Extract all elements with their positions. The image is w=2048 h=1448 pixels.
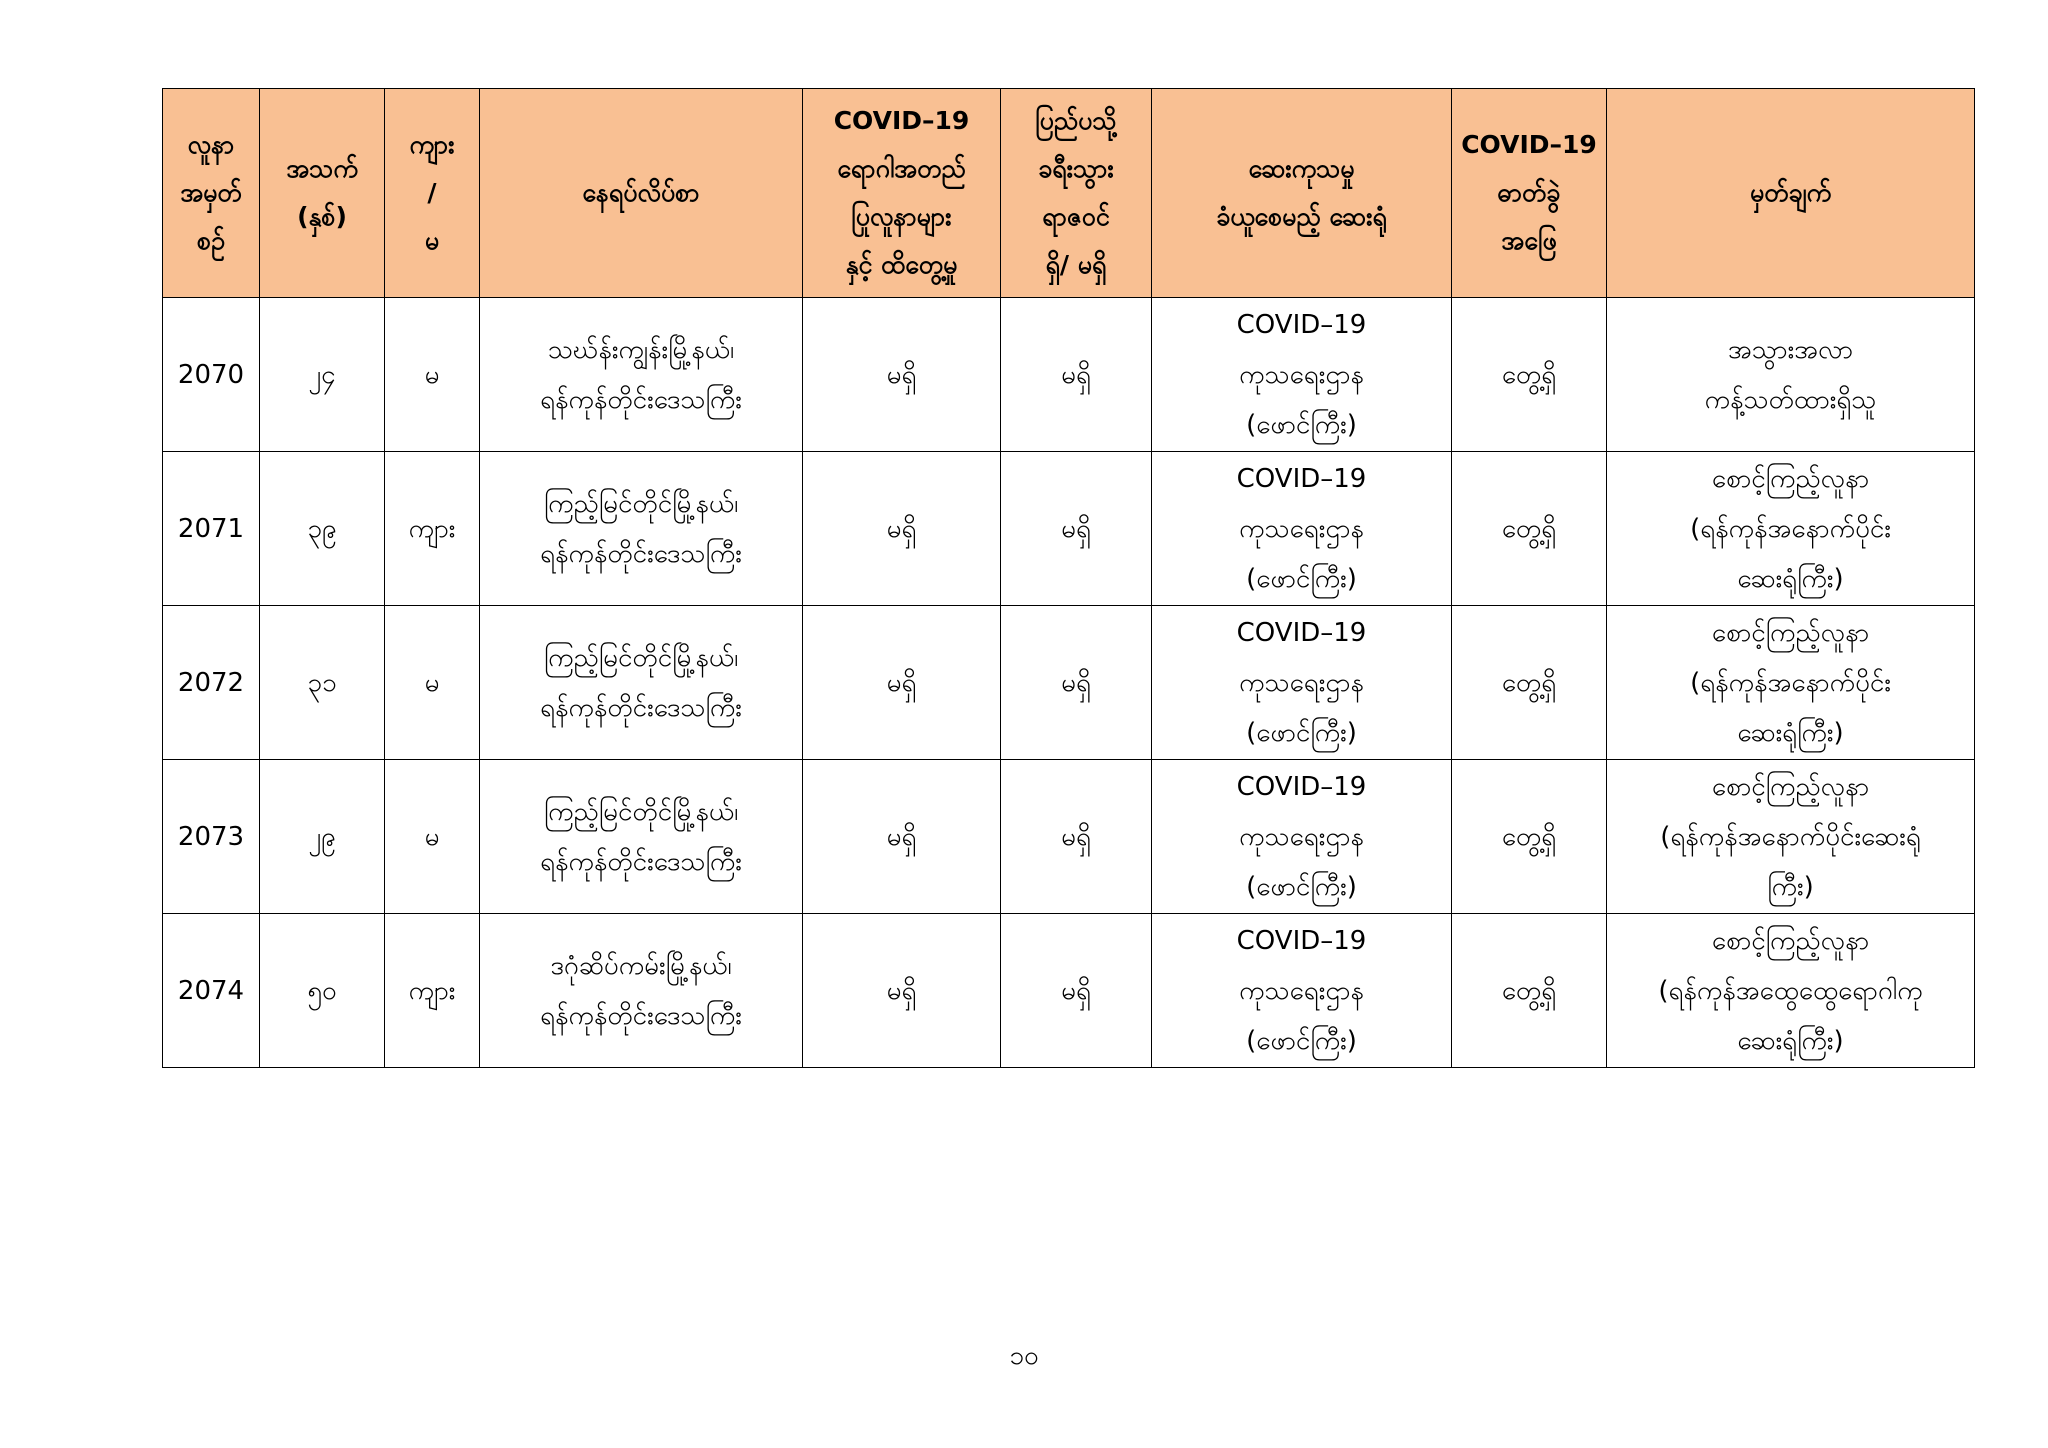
cell-address: ကြည့်မြင်တိုင်မြို့နယ်၊ ရန်ကုန်တိုင်းဒေသကြီး: [480, 606, 803, 760]
cell-lab-result: တွေ့ရှိ: [1452, 452, 1607, 606]
header-travel-history: ပြည်ပသို့ ခရီးသွား ရာဇဝင် ရှိ/ မရှိ: [1001, 89, 1152, 298]
header-contact: COVID–19 ရောဂါအတည် ပြုလူနာများ နှင့် ထိတွေ့မှု: [803, 89, 1001, 298]
cell-address: သဃ်န်းကျွန်းမြို့နယ်၊ ရန်ကုန်တိုင်းဒေသကြီး: [480, 298, 803, 452]
table-header-row: [163, 89, 1975, 298]
table-row: [163, 452, 1975, 606]
cell-hospital: COVID–19 ကုသရေးဌာန (ဖောင်ကြီး): [1152, 760, 1452, 914]
cell-sex: ကျား: [385, 452, 480, 606]
cell-lab-result: တွေ့ရှိ: [1452, 606, 1607, 760]
header-hospital: ဆေးကုသမှု ခံယူစေမည့် ဆေးရုံ: [1152, 89, 1452, 298]
header-sex: ကျား / မ: [385, 89, 480, 298]
cell-lab-result: တွေ့ရှိ: [1452, 298, 1607, 452]
cell-lab-result: တွေ့ရှိ: [1452, 914, 1607, 1068]
cell-age: ၂၄: [260, 298, 385, 452]
cell-address: ကြည့်မြင်တိုင်မြို့နယ်၊ ရန်ကုန်တိုင်းဒေသကြီး: [480, 760, 803, 914]
cell-travel-history: မရှိ: [1001, 914, 1152, 1068]
page-number: ၁၀: [1009, 1341, 1039, 1371]
cell-contact: မရှိ: [803, 914, 1001, 1068]
cell-contact: မရှိ: [803, 452, 1001, 606]
table-row: [163, 298, 1975, 452]
cell-patient-number: 2073: [163, 760, 260, 914]
patient-table: [162, 88, 1975, 1068]
cell-sex: မ: [385, 606, 480, 760]
cell-age: ၃၉: [260, 452, 385, 606]
cell-remark: စောင့်ကြည့်လူနာ (ရန်ကုန်အထွေထွေရောဂါကု ဆေးရုံကြီး): [1607, 914, 1975, 1068]
cell-address: ဒဂုံဆိပ်ကမ်းမြို့နယ်၊ ရန်ကုန်တိုင်းဒေသကြီး: [480, 914, 803, 1068]
cell-travel-history: မရှိ: [1001, 606, 1152, 760]
cell-age: ၅၀: [260, 914, 385, 1068]
cell-travel-history: မရှိ: [1001, 298, 1152, 452]
cell-travel-history: မရှိ: [1001, 452, 1152, 606]
cell-lab-result: တွေ့ရှိ: [1452, 760, 1607, 914]
cell-remark: စောင့်ကြည့်လူနာ (ရန်ကုန်အနောက်ပိုင်း ဆေးရုံကြီး): [1607, 606, 1975, 760]
table-row: [163, 914, 1975, 1068]
cell-sex: မ: [385, 298, 480, 452]
table-row: [163, 760, 1975, 914]
cell-sex: ကျား: [385, 914, 480, 1068]
table-row: [163, 606, 1975, 760]
cell-address: ကြည့်မြင်တိုင်မြို့နယ်၊ ရန်ကုန်တိုင်းဒေသကြီး: [480, 452, 803, 606]
cell-patient-number: 2071: [163, 452, 260, 606]
cell-hospital: COVID–19 ကုသရေးဌာန (ဖောင်ကြီး): [1152, 298, 1452, 452]
cell-age: ၃၁: [260, 606, 385, 760]
cell-sex: မ: [385, 760, 480, 914]
cell-patient-number: 2070: [163, 298, 260, 452]
cell-remark: စောင့်ကြည့်လူနာ (ရန်ကုန်အနောက်ပိုင်း ဆေးရုံကြီး): [1607, 452, 1975, 606]
cell-remark: စောင့်ကြည့်လူနာ (ရန်ကုန်အနောက်ပိုင်းဆေးရုံ ကြီး): [1607, 760, 1975, 914]
header-patient-number: လူနာ အမှတ် စဉ်: [163, 89, 260, 298]
header-address: နေရပ်လိပ်စာ: [480, 89, 803, 298]
cell-contact: မရှိ: [803, 298, 1001, 452]
cell-hospital: COVID–19 ကုသရေးဌာန (ဖောင်ကြီး): [1152, 914, 1452, 1068]
cell-travel-history: မရှိ: [1001, 760, 1152, 914]
cell-age: ၂၉: [260, 760, 385, 914]
cell-contact: မရှိ: [803, 606, 1001, 760]
header-age: အသက် (နှစ်): [260, 89, 385, 298]
cell-hospital: COVID–19 ကုသရေးဌာန (ဖောင်ကြီး): [1152, 606, 1452, 760]
cell-hospital: COVID–19 ကုသရေးဌာန (ဖောင်ကြီး): [1152, 452, 1452, 606]
cell-patient-number: 2072: [163, 606, 260, 760]
cell-contact: မရှိ: [803, 760, 1001, 914]
cell-patient-number: 2074: [163, 914, 260, 1068]
header-lab-result: COVID–19 ဓာတ်ခွဲ အဖြေ: [1452, 89, 1607, 298]
header-remark: မှတ်ချက်: [1607, 89, 1975, 298]
cell-remark: အသွားအလာ ကန့်သတ်ထားရှိသူ: [1607, 298, 1975, 452]
